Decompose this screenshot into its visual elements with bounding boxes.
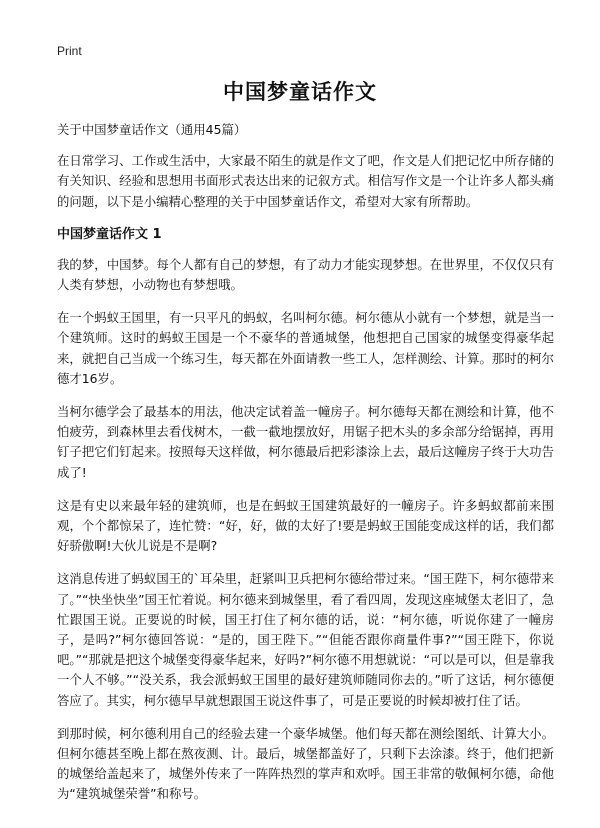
body-paragraph-4: 这是有史以来最年轻的建筑师，也是在蚂蚁王国建筑最好的一幢房子。许多蚂蚁都前来围观，个个都惊呆了，连忙赞：“好，好，做的太好了!要是蚂蚁王国能变成这样的话，我们都好骄傲啊!大伙儿说是不是啊?	[57, 497, 554, 554]
print-link[interactable]: Print	[57, 44, 82, 58]
body-paragraph-1: 我的梦，中国梦。每个人都有自己的梦想，有了动力才能实现梦想。在世界里，不仅仅只有人类有梦想，小动物也有梦想哦。	[57, 256, 554, 293]
body-paragraph-2: 在一个蚂蚁王国里，有一只平凡的蚂蚁，名叫柯尔德。柯尔德从小就有一个梦想，就是当一个建筑师。这时的蚂蚁王国是一个不豪华的普通城堡，他想把自己国家的城堡变得豪华起来，就把自己当成一个练习生，每天都在外面请教一些工人，怎样测绘、计算。那时的柯尔德才16岁。	[57, 310, 554, 386]
page-title: 中国梦童话作文	[223, 80, 377, 104]
document-body	[57, 120, 554, 818]
body-paragraph-5: 这消息传进了蚂蚁国王的`耳朵里，赶紧叫卫兵把柯尔德给带过来。“国王陛下，柯尔德带来了。”“快坐快坐”国王忙着说。柯尔德来到城堡里，看了看四周，发现这座城堡太老旧了，急忙跟国王说。正要说的时候，国王打住了柯尔德的话，说：“柯尔德，听说你建了一幢房子，是吗?”柯尔德回答说：“是的，国王陛下。”“但能否跟你商量件事?”“国王陛下，你说吧。”“那就是把这个城堡变得豪华起来，好吗?”柯尔德不用想就说：“可以是可以，但是靠我一个人不够。”“没关系，我会派蚂蚁王国里的最好建筑师随同你去的。”听了这话，柯尔德便答应了。其实，柯尔德早早就想跟国王说这件事了，可是正要说的时候却被打住了话。	[57, 571, 554, 708]
body-paragraph-3: 当柯尔德学会了最基本的用法，他决定试着盖一幢房子。柯尔德每天都在测绘和计算，他不怕疲劳，到森林里去看伐树木，一截一截地摆放好，用锯子把木头的多余部分给锯掉，再用钉子把它们钉起来。按照每天这样做，柯尔德最后把彩漆涂上去，最后这幢房子终于大功告成了!	[57, 404, 554, 480]
section-heading: 中国梦童话作文 1	[57, 226, 162, 242]
intro-paragraph: 在日常学习、工作或生活中，大家最不陌生的就是作文了吧，作文是人们把记忆中所存储的有关知识、经验和思想用书面形式表达出来的记叙方式。相信写作文是一个让许多人都头痛的问题，以下是小编精心整理的关于中国梦童话作文，希望对大家有所帮助。	[57, 153, 554, 209]
body-paragraph-6: 到那时候，柯尔德利用自己的经验去建一个豪华城堡。他们每天都在测绘图纸、计算大小。但柯尔德甚至晚上都在熬夜测、计。最后，城堡都盖好了，只剩下去涂漆。终于，他们把新的城堡给盖起来了，城堡外传来了一阵阵热烈的掌声和欢呼。国王非常的敬佩柯尔德，命他为“建筑城堡荣誉”和称号。	[57, 725, 554, 802]
document-subtitle: 关于中国梦童话作文（通用45篇）	[57, 122, 247, 137]
